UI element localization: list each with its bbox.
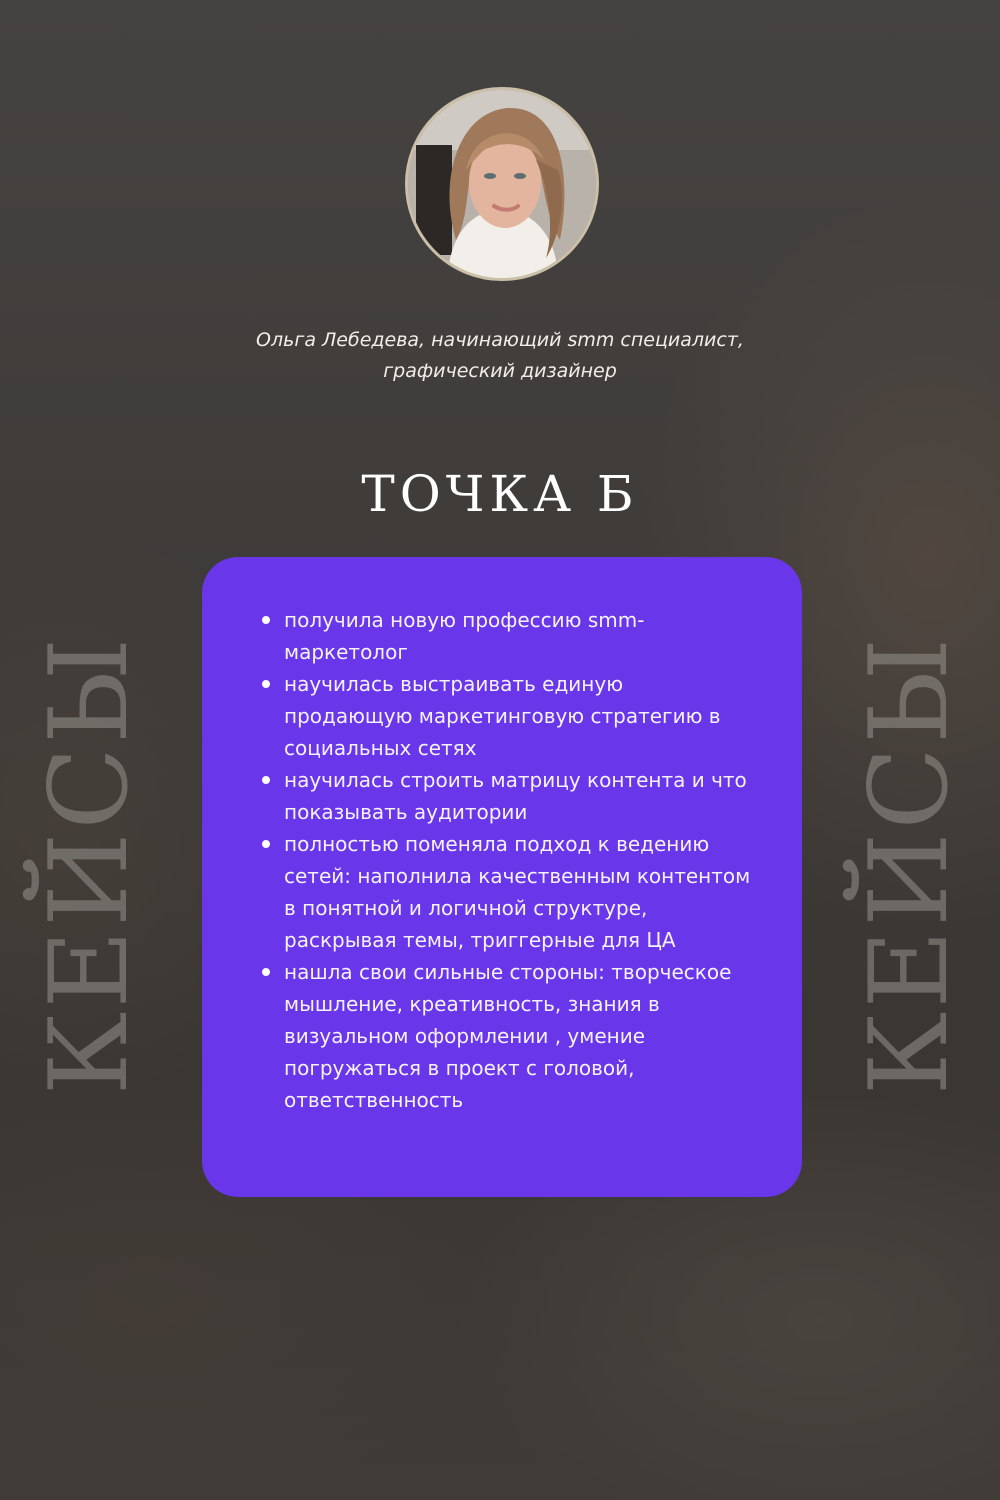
list-item-text: научилась строить матрицу контента и что показывать аудитории [284,768,747,824]
side-word-right: КЕЙСЫ [847,634,972,1096]
author-caption [150,325,850,387]
results-list [260,604,752,1116]
author-avatar [405,87,599,281]
list-item [260,956,752,1116]
author-line-1: Ольга Лебедева, начинающий smm специалист, [256,329,744,351]
bullet-dot-icon [262,968,270,976]
bullet-dot-icon [262,776,270,784]
portrait-photo [408,90,596,278]
list-item [260,764,752,828]
bullet-dot-icon [262,840,270,848]
section-heading: ТОЧКА Б [361,465,639,523]
list-item-text: нашла свои сильные стороны: творческое мышление, креативность, знания в визуальном оформлении , умение погружаться в проект с головой, ответственность [284,960,732,1112]
list-item-text: полностью поменяла подход к ведению сетей: наполнила качественным контентом в понятной и логичной структуре, раскрывая темы, триггерные для ЦА [284,832,751,952]
bullet-dot-icon [262,616,270,624]
list-item [260,828,752,956]
side-word-left: КЕЙСЫ [27,634,152,1096]
list-item [260,668,752,764]
list-item [260,604,752,668]
author-line-2: графический дизайнер [383,360,617,382]
bullet-dot-icon [262,680,270,688]
results-card [202,557,802,1197]
list-item-text: научилась выстраивать единую продающую маркетинговую стратегию в социальных сетях [284,672,721,760]
list-item-text: получила новую профессию smm-маркетолог [284,608,645,664]
